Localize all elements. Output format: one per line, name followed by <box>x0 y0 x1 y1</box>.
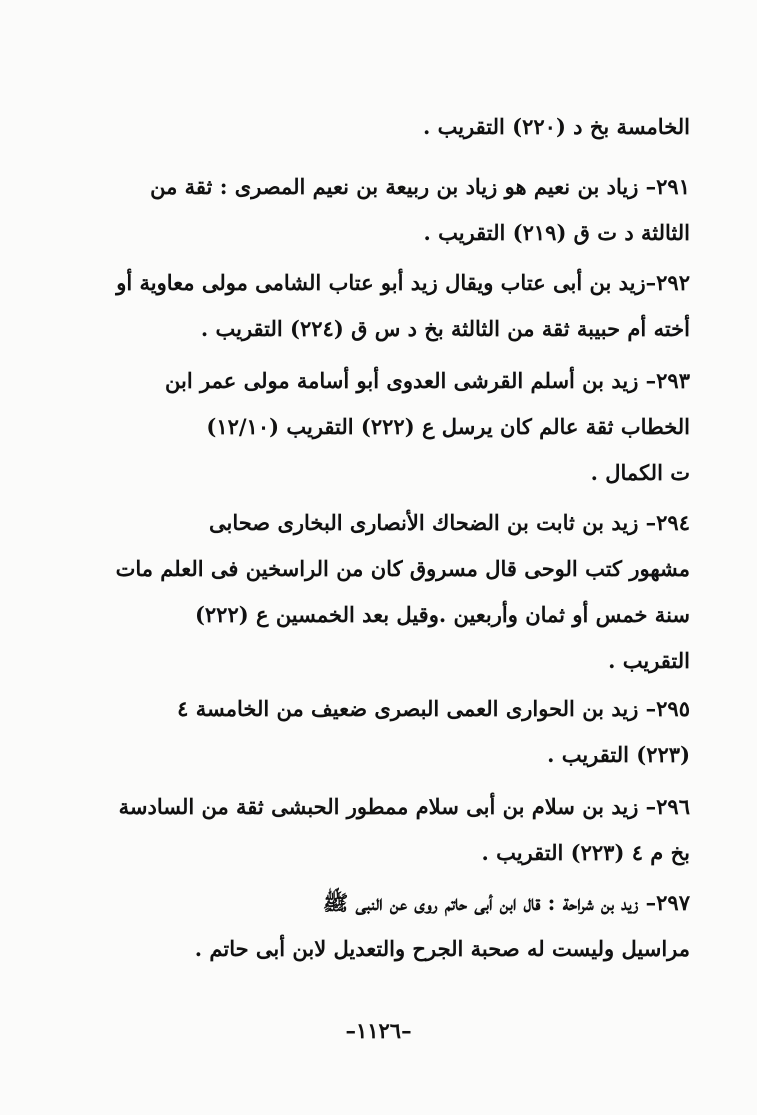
entry-block-3 <box>90 260 690 352</box>
entry-line: الثالثة د ت ق (٢١٩) التقريب . <box>423 220 690 245</box>
page-number: –١١٢٦– <box>345 1018 412 1043</box>
entry-line: ٢٩٧– زيد بن شراحة : قال ابن أبى حاتم روى عن النبى ﷺ <box>322 890 690 915</box>
entry-line: الخطاب ثقة عالم كان يرسل ع (٢٢٢) التقريب (١٢/١٠) <box>206 414 690 439</box>
entry-line: أخته أم حبيبة ثقة من الثالثة بخ د س ق (٢٢٤) التقريب . <box>200 316 690 341</box>
entry-line: ٢٩٢–زيد بن أبى عتاب ويقال زيد أبو عتاب الشامى مولى معاوية أو <box>116 270 690 295</box>
entry-line: ٢٩٥– زيد بن الحوارى العمى البصرى ضعيف من الخامسة ٤ <box>177 696 690 721</box>
entry-line: ٢٩٣– زيد بن أسلم القرشى العدوى أبو أسامة مولى عمر ابن <box>165 368 690 393</box>
entry-block-6 <box>90 686 690 778</box>
entry-line: الخامسة بخ د (٢٢٠) التقريب . <box>422 114 690 139</box>
entry-block-4 <box>90 358 690 496</box>
entry-block-1 <box>90 104 690 150</box>
entry-block-2 <box>90 164 690 256</box>
entry-block-5 <box>90 500 690 684</box>
entry-line: بخ م ٤ (٢٢٣) التقريب . <box>481 840 690 865</box>
entry-line: ٢٩٦– زيد بن سلام بن أبى سلام ممطور الحبشى ثقة من السادسة <box>118 794 690 819</box>
entry-block-8 <box>90 880 690 972</box>
entry-line: ٢٩١– زياد بن نعيم هو زياد بن ربيعة بن نعيم المصرى : ثقة من <box>150 174 690 199</box>
entry-line: مشهور كتب الوحى قال مسروق كان من الراسخين فى العلم مات <box>115 556 690 581</box>
entry-line: مراسيل وليست له صحبة الجرح والتعديل لابن أبى حاتم . <box>194 936 690 961</box>
entry-line: ت الكمال . <box>590 460 690 485</box>
entry-line: سنة خمس أو ثمان وأربعين .وقيل بعد الخمسين ع (٢٢٢) <box>194 602 690 627</box>
entry-line: التقريب . <box>608 648 690 673</box>
entry-block-7 <box>90 784 690 876</box>
entry-line: (٢٢٣) التقريب . <box>547 742 690 767</box>
entry-line: ٢٩٤– زيد بن ثابت بن الضحاك الأنصارى البخارى صحابى <box>209 510 690 535</box>
